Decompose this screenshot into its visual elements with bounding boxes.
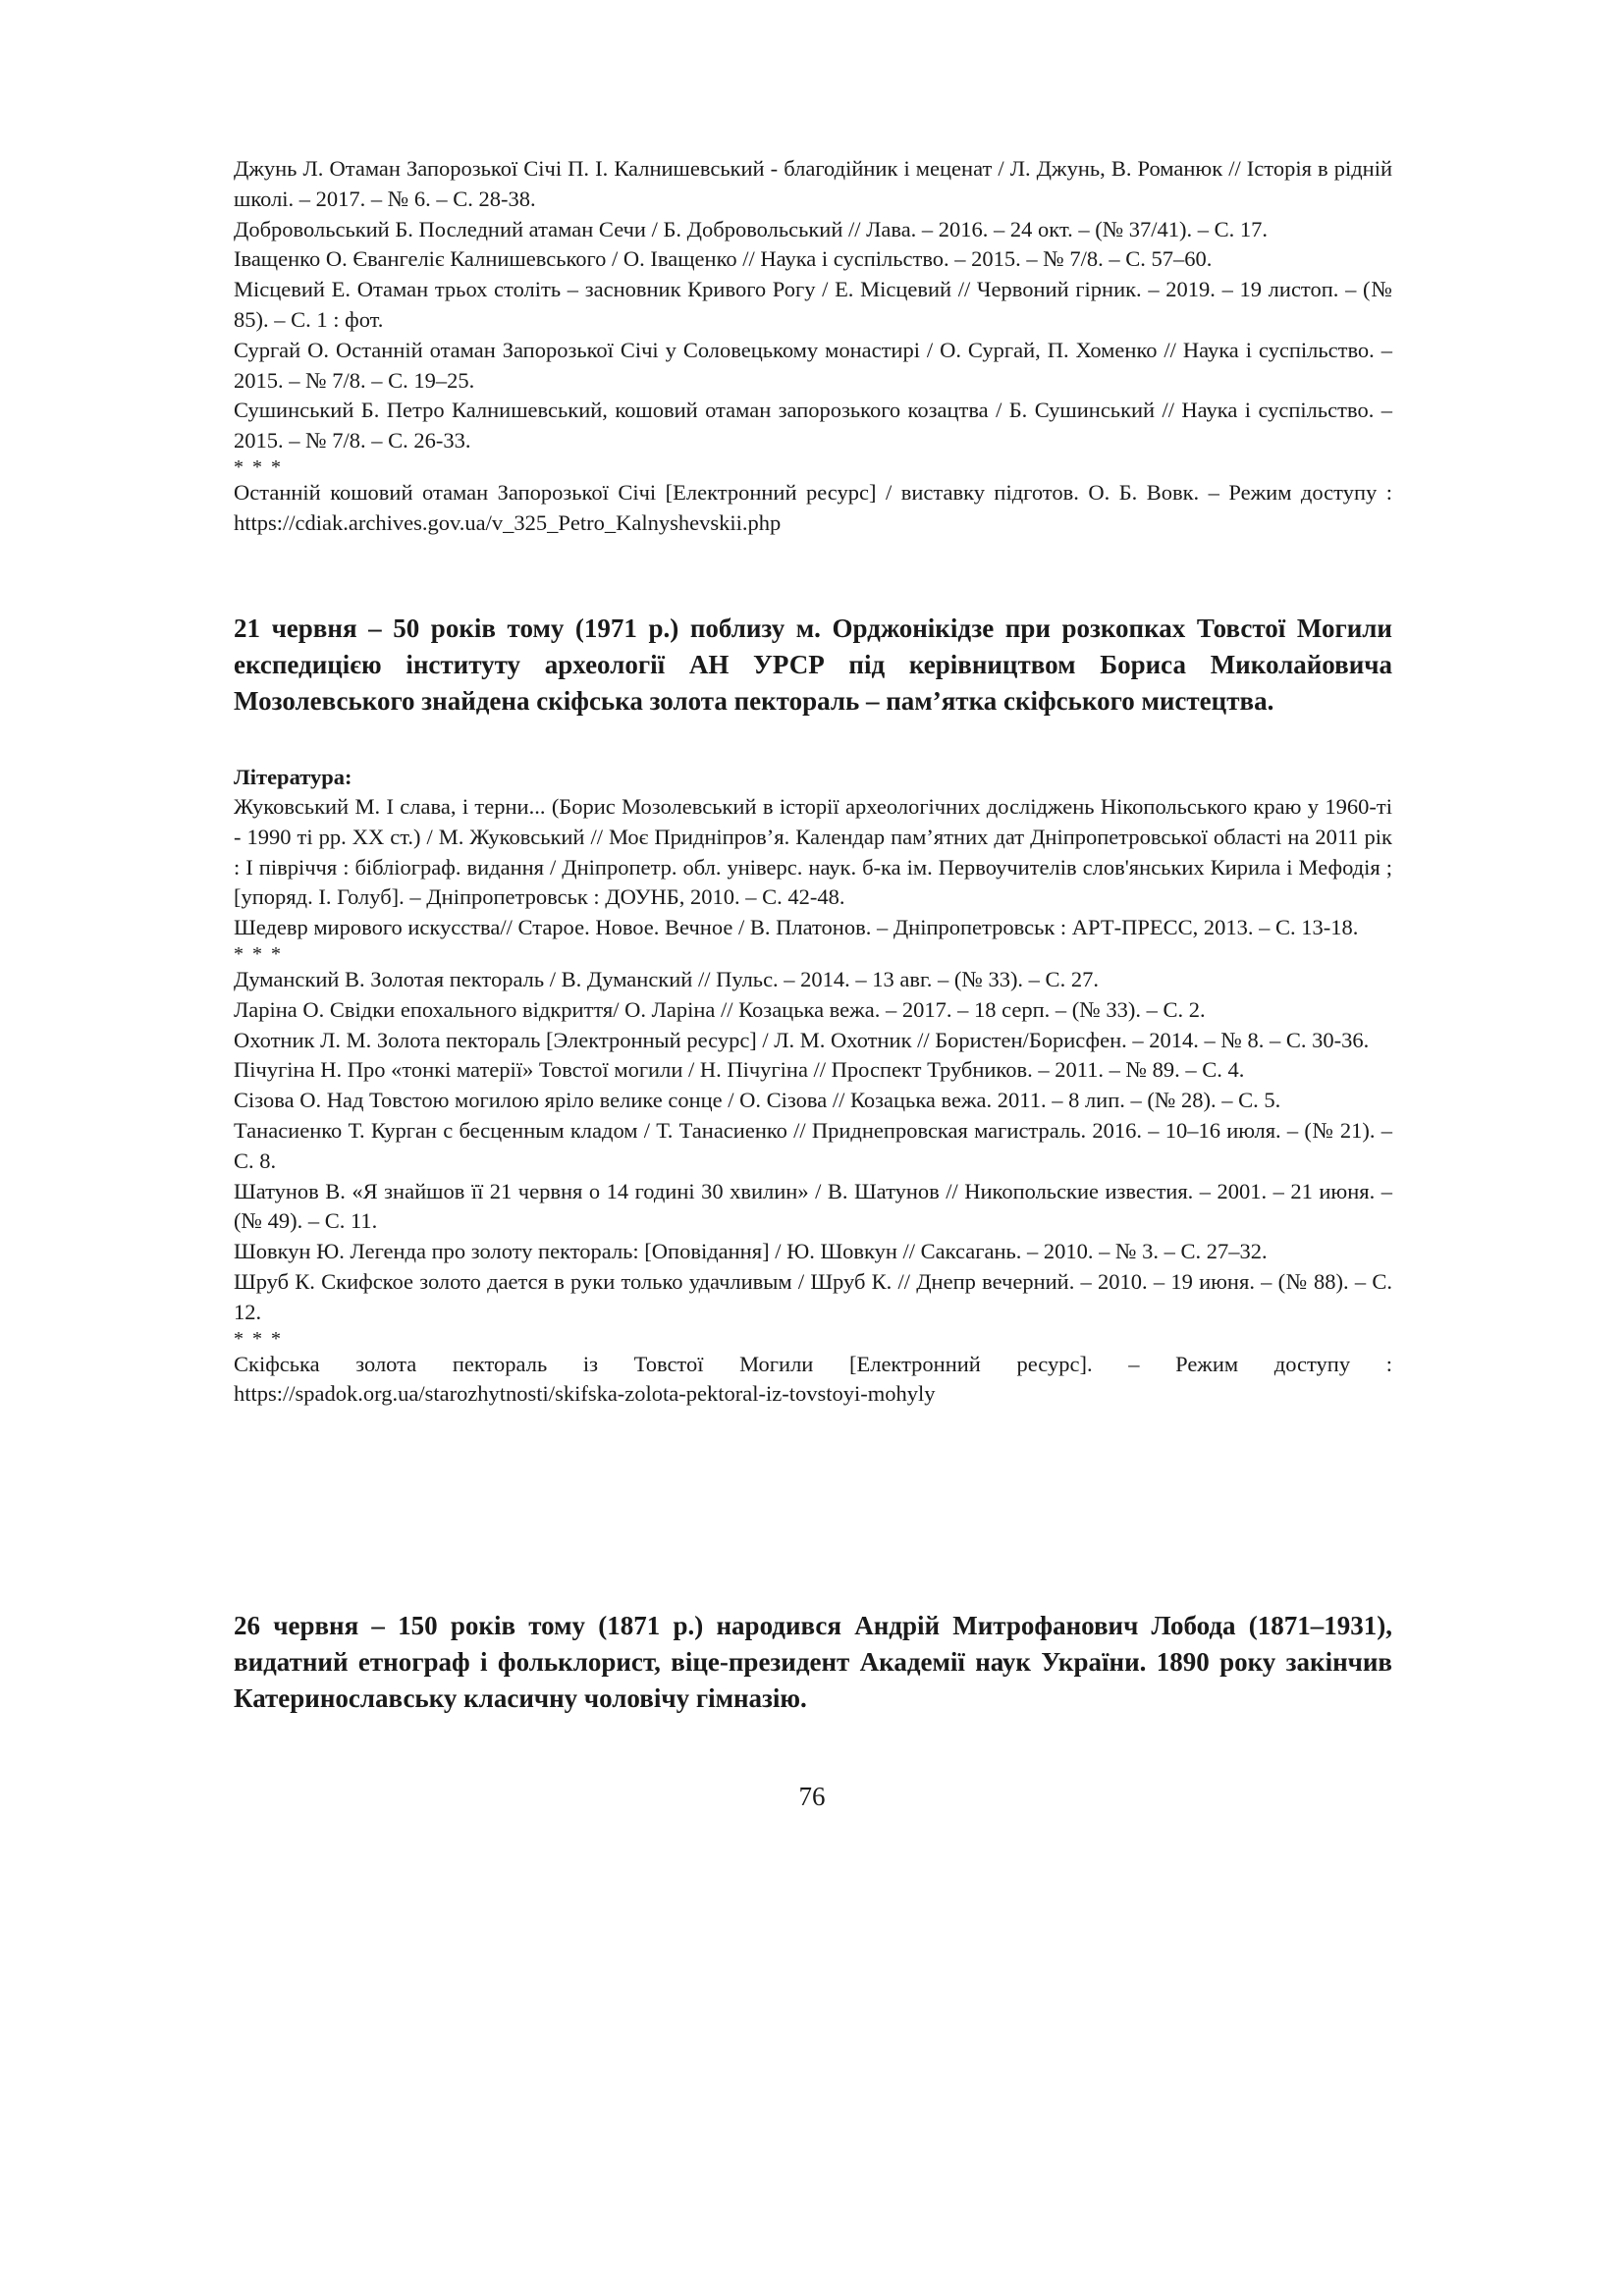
section-separator: * * * [234, 942, 283, 965]
section-separator: * * * [234, 1327, 283, 1350]
literature-label: Література: [234, 765, 352, 789]
bib-entry: Шовкун Ю. Легенда про золоту пектораль: [Оповідання] / Ю. Шовкун // Саксагань. – 2010. – № 3. – С. 27–32. [234, 1239, 1268, 1264]
bib-entry: Джунь Л. Отаман Запорозької Січі П. І. Калнишевський - благодійник і меценат / Л. Джунь, В. Романюк // Історія в рідній школі. – 2017. – № 6. – С. 28-38. [234, 156, 1392, 211]
bib-entry: Місцевий Е. Отаман трьох століть – засновник Кривого Рогу / Е. Місцевий // Червоний гірник. – 2019. – 19 листоп. – (№ 85). – С. 1 : фот. [234, 277, 1392, 332]
bib-entry: Шедевр мирового искусства// Старое. Новое. Вечное / В. Платонов. – Дніпропетровськ : АРТ-ПРЕСС, 2013. – С. 13-18. [234, 915, 1359, 940]
online-resource-entry: Скіфська золота пектораль із Товстої Могили [Електронний ресурс]. – Режим доступу : https://spadok.org.ua/starozhytnosti/skifska-zolota-pektoral-iz-tovstoyi-mohyly [234, 1351, 1392, 1407]
bib-entry: Сушинський Б. Петро Калнишевський, кошовий отаман запорозького козацтва / Б. Сушинський // Наука і суспільство. – 2015. – № 7/8. – С. 26-33. [234, 398, 1392, 454]
bib-entry: Танасиенко Т. Курган с бесценным кладом / Т. Танасиенко // Приднепровская магистраль. 2016. – 10–16 июля. – (№ 21). – С. 8. [234, 1117, 1392, 1173]
bib-entry: Охотник Л. М. Золота пектораль [Элeктронный ресурс] / Л. М. Охотник // Бористен/Борисфен. – 2014. – № 8. – С. 30-36. [234, 1027, 1370, 1052]
section-separator: * * * [234, 455, 283, 478]
bib-entry: Добровольський Б. Последний атаман Сечи / Б. Добровольський // Лава. – 2016. – 24 окт. – (№ 37/41). – С. 17. [234, 216, 1269, 241]
bib-entry: Шруб К. Скифское золото дается в руки только удачливым / Шруб К. // Днепр вечерний. – 2010. – 19 июня. – (№ 88). – С. 12. [234, 1268, 1392, 1324]
page-number: 76 [798, 1782, 826, 1811]
bib-entry: Пічугіна Н. Про «тонкі матерії» Товстої могили / Н. Пічугіна // Проспект Трубников. – 2011. – № 89. – С. 4. [234, 1057, 1245, 1083]
event-heading: 26 червня – 150 років тому (1871 р.) народився Андрій Митрофанович Лобода (1871–1931), видатний етнограф і фольклорист, віце-президент Академії наук України. 1890 року закінчив Катеринославську класичну чоловічу гімназію. [234, 1611, 1392, 1713]
bib-entry: Іващенко О. Євангеліє Калнишевського / О. Іващенко // Наука і суспільство. – 2015. – № 7/8. – С. 57–60. [234, 246, 1213, 272]
event-heading: 21 червня – 50 років тому (1971 р.) поблизу м. Орджонікідзе при розкопках Товстої Могили експедицією інституту археології АН УРСР під керівництвом Бориса Миколайовича Мозолевського знайдена скіфська золота пектораль – пам’ятка скіфського мистецтва. [234, 614, 1392, 716]
bib-entry: Жуковський М. І слава, і терни... (Борис Мозолевський в історії археологічних досліджень Нікопольського краю у 1960-ті - 1990 ті рр. ХХ ст.) / М. Жуковський // Моє Придніпров’я. Календар пам’ятних дат Дніпропетровської області на 2011 рік : І півріччя : бібліограф. видання / Дніпропетр. обл. універс. наук. б-ка ім. Первоучителів слов'янських Кирила і Мефодія ; [упоряд. І. Голуб]. – Дніпропетровськ : ДОУНБ, 2010. – С. 42-48. [234, 794, 1392, 910]
event-pectoral-section [234, 611, 1392, 1410]
bib-entry: Думанский В. Золотая пектораль / В. Думанский // Пульс. – 2014. – 13 авг. – (№ 33). – С. 27. [234, 966, 1099, 991]
bibliography-kalnyshevsky [234, 154, 1392, 539]
online-resource-entry: Останній кошовий отаман Запорозької Січі [Електронний ресурс] / виставку підготов. О. Б. Вовк. – Режим доступу : https://cdiak.archives.gov.ua/v_325_Petro_Kalnyshevskii.php [234, 479, 1392, 535]
event-loboda-section [234, 1608, 1392, 1717]
bib-entry: Сургай О. Останній отаман Запорозької Січі у Соловецькому монастирі / О. Сургай, П. Хоменко // Наука і суспільство. – 2015. – № 7/8. – С. 19–25. [234, 337, 1392, 393]
bib-entry: Шатунов В. «Я знайшов її 21 червня о 14 годині 30 хвилин» / В. Шатунов // Никопольские известия. – 2001. – 21 июня. – (№ 49). – С. 11. [234, 1178, 1392, 1234]
bib-entry: Ларіна О. Свідки епохального відкриття/ О. Ларіна // Козацька вежа. – 2017. – 18 серп. – (№ 33). – С. 2. [234, 996, 1206, 1022]
bib-entry: Сізова О. Над Товстою могилою яріло велике сонце / О. Сізова // Козацька вежа. 2011. – 8 лип. – (№ 28). – С. 5. [234, 1088, 1281, 1113]
